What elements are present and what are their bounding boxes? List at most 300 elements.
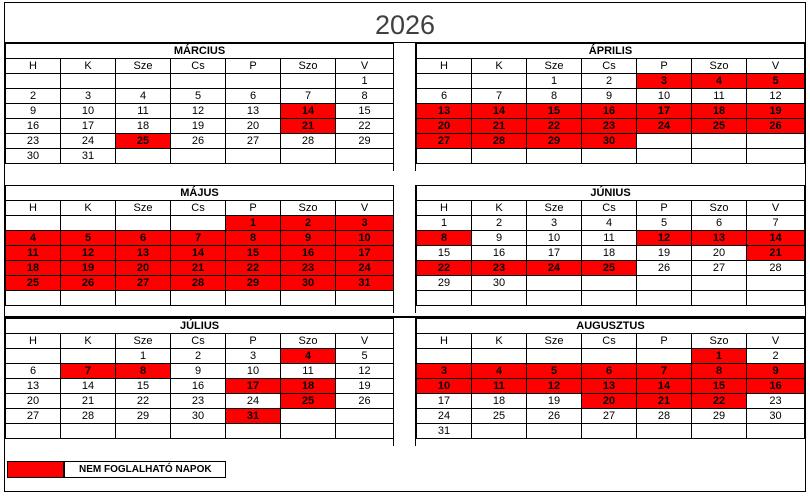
day-cell: 24 — [637, 119, 692, 134]
empty-cell — [527, 424, 582, 439]
empty-cell — [6, 74, 61, 89]
empty-cell — [226, 424, 281, 439]
day-cell: 14 — [637, 379, 692, 394]
day-cell: 3 — [417, 364, 472, 379]
empty-cell — [116, 216, 171, 231]
day-cell: 19 — [747, 104, 805, 119]
day-cell: 30 — [281, 276, 336, 291]
day-cell: 10 — [637, 89, 692, 104]
weekday-header: Sze — [116, 334, 171, 349]
day-cell: 2 — [747, 349, 805, 364]
day-cell: 29 — [692, 409, 747, 424]
empty-cell — [527, 291, 582, 306]
weekday-header: Sze — [116, 201, 171, 216]
empty-cell — [417, 349, 472, 364]
day-cell: 12 — [637, 231, 692, 246]
day-cell: 28 — [472, 134, 527, 149]
day-cell: 10 — [61, 104, 116, 119]
day-cell: 30 — [582, 134, 637, 149]
empty-cell — [582, 424, 637, 439]
day-cell: 2 — [281, 216, 336, 231]
day-cell: 3 — [527, 216, 582, 231]
day-cell: 17 — [527, 246, 582, 261]
day-cell: 9 — [281, 231, 336, 246]
day-cell: 8 — [692, 364, 747, 379]
day-cell: 16 — [171, 379, 226, 394]
day-cell: 22 — [417, 261, 472, 276]
day-cell: 13 — [692, 231, 747, 246]
day-cell: 1 — [692, 349, 747, 364]
day-cell: 12 — [61, 246, 116, 261]
empty-cell — [417, 291, 472, 306]
day-cell: 6 — [692, 216, 747, 231]
empty-cell — [61, 291, 116, 306]
weekday-header: Sze — [527, 201, 582, 216]
day-cell: 28 — [171, 276, 226, 291]
day-cell: 4 — [692, 74, 747, 89]
empty-cell — [226, 291, 281, 306]
empty-cell — [472, 149, 527, 164]
day-cell: 4 — [6, 231, 61, 246]
weekday-header: Szo — [692, 59, 747, 74]
empty-cell — [336, 424, 394, 439]
day-cell: 19 — [171, 119, 226, 134]
day-cell: 8 — [226, 231, 281, 246]
empty-cell — [692, 134, 747, 149]
empty-cell — [637, 149, 692, 164]
empty-cell — [6, 216, 61, 231]
weekday-header: P — [226, 334, 281, 349]
weekday-header: P — [637, 201, 692, 216]
day-cell: 15 — [527, 104, 582, 119]
day-cell: 13 — [6, 379, 61, 394]
empty-cell — [6, 349, 61, 364]
month-name: JÚNIUS — [417, 186, 805, 201]
day-cell: 25 — [116, 134, 171, 149]
day-cell: 14 — [171, 246, 226, 261]
day-cell: 31 — [61, 149, 116, 164]
day-cell: 28 — [281, 134, 336, 149]
month-name: ÁPRILIS — [417, 44, 805, 59]
day-cell: 6 — [417, 89, 472, 104]
day-cell: 15 — [226, 246, 281, 261]
day-cell: 17 — [417, 394, 472, 409]
empty-cell — [527, 276, 582, 291]
day-cell: 19 — [637, 246, 692, 261]
legend-label: NEM FOGLALHATÓ NAPOK — [64, 461, 226, 478]
empty-cell — [527, 349, 582, 364]
day-cell: 31 — [226, 409, 281, 424]
day-cell: 1 — [336, 74, 394, 89]
day-cell: 20 — [6, 394, 61, 409]
weekday-header: K — [61, 59, 116, 74]
day-cell: 3 — [61, 89, 116, 104]
day-cell: 1 — [226, 216, 281, 231]
day-cell: 30 — [472, 276, 527, 291]
day-cell: 18 — [472, 394, 527, 409]
empty-cell — [417, 149, 472, 164]
day-cell: 7 — [281, 89, 336, 104]
day-cell: 10 — [527, 231, 582, 246]
day-cell: 16 — [747, 379, 805, 394]
empty-cell — [116, 291, 171, 306]
day-cell: 22 — [692, 394, 747, 409]
day-cell: 2 — [472, 216, 527, 231]
day-cell: 22 — [226, 261, 281, 276]
day-cell: 11 — [281, 364, 336, 379]
day-cell: 1 — [116, 349, 171, 364]
weekday-header: V — [336, 201, 394, 216]
day-cell: 23 — [6, 134, 61, 149]
month-table — [416, 318, 805, 439]
weekday-header: H — [6, 201, 61, 216]
day-cell: 22 — [527, 119, 582, 134]
day-cell: 5 — [637, 216, 692, 231]
day-cell: 30 — [171, 409, 226, 424]
day-cell: 21 — [637, 394, 692, 409]
day-cell: 11 — [472, 379, 527, 394]
empty-cell — [472, 74, 527, 89]
day-cell: 4 — [582, 216, 637, 231]
empty-cell — [6, 424, 61, 439]
day-cell: 16 — [6, 119, 61, 134]
day-cell: 6 — [116, 231, 171, 246]
day-cell: 20 — [116, 261, 171, 276]
weekday-header: Szo — [281, 59, 336, 74]
day-cell: 8 — [417, 231, 472, 246]
day-cell: 1 — [417, 216, 472, 231]
empty-cell — [116, 424, 171, 439]
weekday-header: P — [226, 59, 281, 74]
weekday-header: P — [637, 59, 692, 74]
empty-cell — [472, 349, 527, 364]
empty-cell — [226, 149, 281, 164]
day-cell: 7 — [171, 231, 226, 246]
empty-cell — [582, 276, 637, 291]
empty-cell — [417, 74, 472, 89]
day-cell: 11 — [6, 246, 61, 261]
day-cell: 23 — [747, 394, 805, 409]
weekday-header: Sze — [116, 59, 171, 74]
weekday-header: Cs — [582, 201, 637, 216]
day-cell: 17 — [336, 246, 394, 261]
weekday-header: V — [336, 334, 394, 349]
day-cell: 24 — [417, 409, 472, 424]
day-cell: 13 — [226, 104, 281, 119]
weekday-header: K — [472, 59, 527, 74]
day-cell: 14 — [747, 231, 805, 246]
month-name: MÁRCIUS — [6, 44, 394, 59]
empty-cell — [61, 424, 116, 439]
day-cell: 15 — [417, 246, 472, 261]
day-cell: 29 — [417, 276, 472, 291]
day-cell: 27 — [582, 409, 637, 424]
day-cell: 7 — [747, 216, 805, 231]
day-cell: 11 — [582, 231, 637, 246]
day-cell: 7 — [472, 89, 527, 104]
empty-cell — [472, 291, 527, 306]
day-cell: 15 — [692, 379, 747, 394]
day-cell: 24 — [61, 134, 116, 149]
day-cell: 27 — [226, 134, 281, 149]
day-cell: 2 — [6, 89, 61, 104]
day-cell: 31 — [417, 424, 472, 439]
day-cell: 25 — [692, 119, 747, 134]
weekday-header: Szo — [692, 334, 747, 349]
empty-cell — [336, 409, 394, 424]
day-cell: 26 — [336, 394, 394, 409]
day-cell: 25 — [6, 276, 61, 291]
month-table — [5, 318, 394, 439]
empty-cell — [281, 291, 336, 306]
empty-cell — [116, 149, 171, 164]
day-cell: 4 — [116, 89, 171, 104]
day-cell: 9 — [6, 104, 61, 119]
day-cell: 18 — [281, 379, 336, 394]
day-cell: 21 — [171, 261, 226, 276]
day-cell: 26 — [747, 119, 805, 134]
day-cell: 8 — [116, 364, 171, 379]
day-cell: 20 — [692, 246, 747, 261]
empty-cell — [171, 149, 226, 164]
day-cell: 9 — [171, 364, 226, 379]
weekday-header: H — [417, 201, 472, 216]
day-cell: 26 — [637, 261, 692, 276]
weekday-header: H — [6, 334, 61, 349]
day-cell: 2 — [171, 349, 226, 364]
day-cell: 6 — [226, 89, 281, 104]
day-cell: 13 — [116, 246, 171, 261]
day-cell: 28 — [61, 409, 116, 424]
empty-cell — [472, 424, 527, 439]
day-cell: 11 — [116, 104, 171, 119]
weekday-header: Sze — [527, 59, 582, 74]
weekday-header: V — [747, 59, 805, 74]
day-cell: 23 — [472, 261, 527, 276]
day-cell: 19 — [336, 379, 394, 394]
day-cell: 13 — [582, 379, 637, 394]
day-cell: 22 — [336, 119, 394, 134]
day-cell: 23 — [171, 394, 226, 409]
day-cell: 9 — [472, 231, 527, 246]
day-cell: 18 — [582, 246, 637, 261]
day-cell: 14 — [61, 379, 116, 394]
empty-cell — [61, 349, 116, 364]
weekday-header: K — [61, 334, 116, 349]
empty-cell — [692, 276, 747, 291]
empty-cell — [747, 149, 805, 164]
empty-cell — [692, 149, 747, 164]
day-cell: 12 — [527, 379, 582, 394]
weekday-header: H — [6, 59, 61, 74]
empty-cell — [747, 291, 805, 306]
day-cell: 26 — [61, 276, 116, 291]
section-divider — [5, 316, 805, 318]
day-cell: 10 — [226, 364, 281, 379]
empty-cell — [582, 349, 637, 364]
day-cell: 7 — [637, 364, 692, 379]
empty-cell — [582, 291, 637, 306]
day-cell: 24 — [336, 261, 394, 276]
day-cell: 21 — [472, 119, 527, 134]
empty-cell — [171, 424, 226, 439]
day-cell: 27 — [417, 134, 472, 149]
day-cell: 18 — [692, 104, 747, 119]
day-cell: 5 — [747, 74, 805, 89]
day-cell: 5 — [61, 231, 116, 246]
day-cell: 21 — [747, 246, 805, 261]
day-cell: 16 — [281, 246, 336, 261]
weekday-header: V — [336, 59, 394, 74]
day-cell: 26 — [171, 134, 226, 149]
day-cell: 6 — [6, 364, 61, 379]
weekday-header: P — [637, 334, 692, 349]
day-cell: 29 — [336, 134, 394, 149]
empty-cell — [61, 74, 116, 89]
empty-cell — [281, 74, 336, 89]
empty-cell — [692, 424, 747, 439]
day-cell: 12 — [171, 104, 226, 119]
day-cell: 5 — [171, 89, 226, 104]
day-cell: 30 — [6, 149, 61, 164]
empty-cell — [692, 291, 747, 306]
weekday-header: H — [417, 334, 472, 349]
day-cell: 21 — [281, 119, 336, 134]
day-cell: 16 — [472, 246, 527, 261]
day-cell: 26 — [527, 409, 582, 424]
empty-cell — [637, 134, 692, 149]
month-table — [416, 185, 805, 306]
day-cell: 2 — [582, 74, 637, 89]
empty-cell — [637, 276, 692, 291]
empty-cell — [747, 424, 805, 439]
day-cell: 4 — [472, 364, 527, 379]
day-cell: 27 — [692, 261, 747, 276]
day-cell: 27 — [116, 276, 171, 291]
day-cell: 3 — [637, 74, 692, 89]
empty-cell — [582, 149, 637, 164]
day-cell: 24 — [226, 394, 281, 409]
day-cell: 25 — [472, 409, 527, 424]
day-cell: 8 — [527, 89, 582, 104]
empty-cell — [747, 134, 805, 149]
day-cell: 7 — [61, 364, 116, 379]
weekday-header: V — [747, 334, 805, 349]
day-cell: 13 — [417, 104, 472, 119]
day-cell: 18 — [116, 119, 171, 134]
day-cell: 20 — [226, 119, 281, 134]
day-cell: 10 — [417, 379, 472, 394]
weekday-header: Cs — [582, 334, 637, 349]
empty-cell — [281, 409, 336, 424]
empty-cell — [171, 216, 226, 231]
day-cell: 11 — [692, 89, 747, 104]
month-name: AUGUSZTUS — [417, 319, 805, 334]
day-cell: 19 — [61, 261, 116, 276]
day-cell: 5 — [336, 349, 394, 364]
day-cell: 18 — [6, 261, 61, 276]
empty-cell — [171, 74, 226, 89]
day-cell: 23 — [582, 119, 637, 134]
weekday-header: Szo — [281, 334, 336, 349]
empty-cell — [747, 276, 805, 291]
day-cell: 20 — [417, 119, 472, 134]
empty-cell — [336, 149, 394, 164]
empty-cell — [637, 424, 692, 439]
day-cell: 14 — [281, 104, 336, 119]
calendar-sheet — [4, 2, 806, 492]
weekday-header: K — [472, 334, 527, 349]
month-table — [5, 185, 394, 306]
empty-cell — [281, 424, 336, 439]
day-cell: 17 — [637, 104, 692, 119]
day-cell: 25 — [582, 261, 637, 276]
day-cell: 6 — [582, 364, 637, 379]
empty-cell — [637, 349, 692, 364]
day-cell: 8 — [336, 89, 394, 104]
legend-swatch — [7, 461, 64, 478]
day-cell: 15 — [336, 104, 394, 119]
day-cell: 30 — [747, 409, 805, 424]
day-cell: 28 — [747, 261, 805, 276]
day-cell: 16 — [582, 104, 637, 119]
year-title: 2026 — [5, 3, 805, 43]
empty-cell — [6, 291, 61, 306]
day-cell: 17 — [61, 119, 116, 134]
weekday-header: Sze — [527, 334, 582, 349]
weekday-header: H — [417, 59, 472, 74]
day-cell: 21 — [61, 394, 116, 409]
weekday-header: Szo — [692, 201, 747, 216]
weekday-header: Cs — [582, 59, 637, 74]
day-cell: 3 — [336, 216, 394, 231]
day-cell: 12 — [336, 364, 394, 379]
weekday-header: P — [226, 201, 281, 216]
weekday-header: V — [747, 201, 805, 216]
day-cell: 23 — [281, 261, 336, 276]
column-spacer — [393, 318, 416, 446]
day-cell: 31 — [336, 276, 394, 291]
day-cell: 29 — [527, 134, 582, 149]
column-spacer — [393, 43, 416, 171]
day-cell: 3 — [226, 349, 281, 364]
month-name: JÚLIUS — [6, 319, 394, 334]
day-cell: 22 — [116, 394, 171, 409]
weekday-header: K — [61, 201, 116, 216]
day-cell: 9 — [747, 364, 805, 379]
day-cell: 29 — [226, 276, 281, 291]
day-cell: 5 — [527, 364, 582, 379]
empty-cell — [61, 216, 116, 231]
empty-cell — [336, 291, 394, 306]
empty-cell — [226, 74, 281, 89]
day-cell: 17 — [226, 379, 281, 394]
day-cell: 10 — [336, 231, 394, 246]
empty-cell — [116, 74, 171, 89]
day-cell: 15 — [116, 379, 171, 394]
weekday-header: Szo — [281, 201, 336, 216]
empty-cell — [281, 149, 336, 164]
day-cell: 9 — [582, 89, 637, 104]
day-cell: 4 — [281, 349, 336, 364]
empty-cell — [527, 149, 582, 164]
weekday-header: Cs — [171, 334, 226, 349]
day-cell: 19 — [527, 394, 582, 409]
column-spacer — [393, 185, 416, 313]
day-cell: 27 — [6, 409, 61, 424]
day-cell: 24 — [527, 261, 582, 276]
empty-cell — [637, 291, 692, 306]
